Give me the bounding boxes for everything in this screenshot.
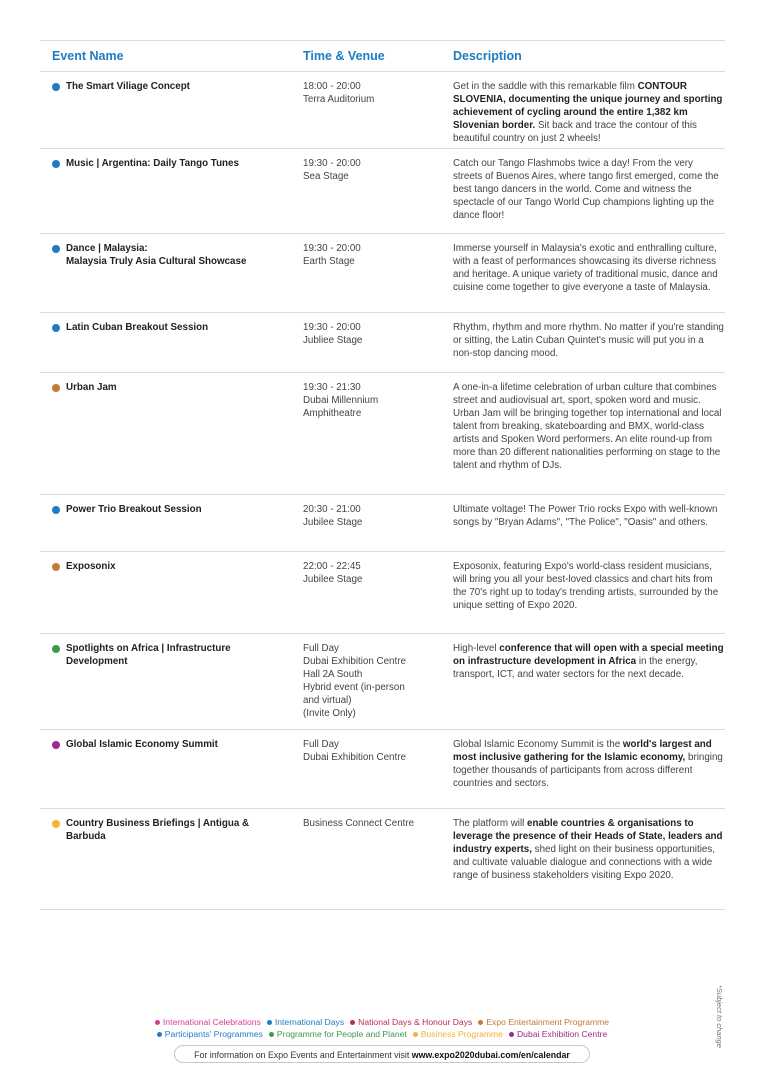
table-row [40,495,725,552]
time-venue-cell: Full Day Dubai Exhibition Centre Hall 2A South Hybrid event (in-person and virtual) (Invite Only) [303,643,406,719]
legend-line-1 [0,1016,764,1028]
category-dot-icon [52,820,60,828]
category-dot-icon [52,506,60,514]
time-venue-cell: 19:30 - 20:00 Earth Stage [303,243,361,267]
event-name: Dance | Malaysia: Malaysia Truly Asia Cultural Showcase [66,243,247,267]
time-venue-cell: 19:30 - 20:00 Sea Stage [303,158,361,182]
category-dot-icon [52,324,60,332]
description-cell: Get in the saddle with this remarkable film CONTOUR SLOVENIA, documenting the unique journey and sporting achievement of cycling around the entire 1,382 km Slovenian border. Sit back and trace the contour of this beautiful country on just 2 wheels! [453,81,723,144]
event-name: Urban Jam [66,382,117,393]
legend-item: International Days [267,1016,344,1028]
event-name-cell [40,738,303,808]
event-name-cell [40,642,303,729]
category-dot-icon [52,741,60,749]
event-name: Music | Argentina: Daily Tango Tunes [66,158,239,169]
time-venue-cell: 22:00 - 22:45 Jubilee Stage [303,561,363,585]
description-cell: High-level conference that will open with a special meeting on infrastructure development in Africa in the energy, transport, ICT, and water sectors for the next decade. [453,643,724,680]
table-body [40,72,725,910]
table-header [40,41,725,72]
calendar-link[interactable]: www.expo2020dubai.com/en/calendar [411,1050,570,1060]
legend-dot-icon [267,1020,272,1025]
footer-text: For information on Expo Events and Entertainment visit [194,1050,412,1060]
legend-item: Programme for People and Planet [269,1028,407,1040]
legend-item: National Days & Honour Days [350,1016,472,1028]
event-name-cell [40,817,303,909]
table-row [40,634,725,730]
table-row [40,149,725,234]
subject-to-change-note: *Subject to change [715,985,724,1048]
time-venue-cell: 18:00 - 20:00 Terra Auditorium [303,81,375,105]
description-cell: Global Islamic Economy Summit is the world's largest and most inclusive gathering for the Islamic economy, bringing together thousands of participants from across different countries and sectors. [453,739,723,789]
legend-dot-icon [269,1032,274,1037]
legend-line-2 [0,1028,764,1040]
description-cell: Rhythm, rhythm and more rhythm. No matter if you're standing or sitting, the Latin Cuban Quintet's music will put you in a non-stop dancing mood. [453,322,724,359]
header-event-name: Event Name [52,49,124,63]
legend-dot-icon [509,1032,514,1037]
category-dot-icon [52,384,60,392]
time-venue-cell: Full Day Dubai Exhibition Centre [303,739,406,763]
legend-dot-icon [413,1032,418,1037]
table-row [40,72,725,149]
legend-item: International Celebrations [155,1016,261,1028]
legend-dot-icon [478,1020,483,1025]
legend-dot-icon [157,1032,162,1037]
legend-item: Business Programme [413,1028,503,1040]
category-dot-icon [52,83,60,91]
table-row [40,234,725,313]
event-name-cell [40,242,303,312]
description-cell: Exposonix, featuring Expo's world-class resident musicians, will bring you all your best-loved classics and chart hits from the 70's right up to today's trending artists, surrounded by the unique setting of Expo 2020. [453,561,719,611]
legend-dot-icon [350,1020,355,1025]
time-venue-cell: Business Connect Centre [303,818,415,829]
legend-dot-icon [155,1020,160,1025]
table-row [40,373,725,495]
event-name-cell [40,157,303,233]
table-row [40,730,725,809]
event-name: Power Trio Breakout Session [66,504,202,515]
legend-item: Dubai Exhibition Centre [509,1028,607,1040]
legend [0,1016,764,1040]
description-cell: Immerse yourself in Malaysia's exotic and enthralling culture, with a feast of performances showcasing its diverse richness and heritage. A unique variety of traditional music, dance and cuisine come together to give everyone a taste of Malaysia. [453,243,718,293]
category-dot-icon [52,645,60,653]
category-dot-icon [52,160,60,168]
event-name: Exposonix [66,561,116,572]
table-row [40,809,725,910]
event-name: Country Business Briefings | Antigua & Barbuda [66,818,250,842]
category-dot-icon [52,563,60,571]
legend-item: Participants' Programmes [157,1028,263,1040]
event-name-cell [40,503,303,551]
event-name: Global Islamic Economy Summit [66,739,218,750]
event-name: Latin Cuban Breakout Session [66,322,209,333]
header-description: Description [453,49,522,63]
event-name-cell [40,381,303,494]
event-name-cell [40,321,303,372]
event-name-cell [40,80,303,148]
time-venue-cell: 20:30 - 21:00 Jubilee Stage [303,504,363,528]
category-dot-icon [52,245,60,253]
description-cell: Ultimate voltage! The Power Trio rocks Expo with well-known songs by "Bryan Adams", "The Police", "Oasis" and others. [453,504,718,528]
description-cell: The platform will enable countries & organisations to leverage the presence of their Heads of State, leaders and industry experts, shed light on their business opportunities, and cultivate valuable dialogue and connections with a wide range of business stakeholders visiting Expo 2020. [453,818,723,881]
header-time-venue: Time & Venue [303,49,385,63]
table-row [40,313,725,373]
event-name-cell [40,560,303,633]
description-cell: Catch our Tango Flashmobs twice a day! From the very streets of Buenos Aires, where tango first emerged, come the best tango dancers in the world. Come and witness the spectacle of our Tango World Cup champions lighting up the dance floor! [453,158,719,221]
time-venue-cell: 19:30 - 20:00 Jubliee Stage [303,322,363,346]
events-table [40,40,725,910]
table-row [40,552,725,634]
event-name: The Smart Viliage Concept [66,81,190,92]
description-cell: A one-in-a lifetime celebration of urban culture that combines street and audiovisual art, sport, spoken word and music. Urban Jam will be bringing together top international and local talent from breaking, skateboarding and BMX, world-class artists and Spoken Word performers. An elite round-up from more than 20 different nationalities performing on stage to the talent and rhythm of DJs. [453,382,722,471]
legend-item: Expo Entertainment Programme [478,1016,609,1028]
event-name: Spotlights on Africa | Infrastructure Development [66,643,231,667]
footer-info [174,1045,590,1063]
time-venue-cell: 19:30 - 21:30 Dubai Millennium Amphitheatre [303,382,379,419]
